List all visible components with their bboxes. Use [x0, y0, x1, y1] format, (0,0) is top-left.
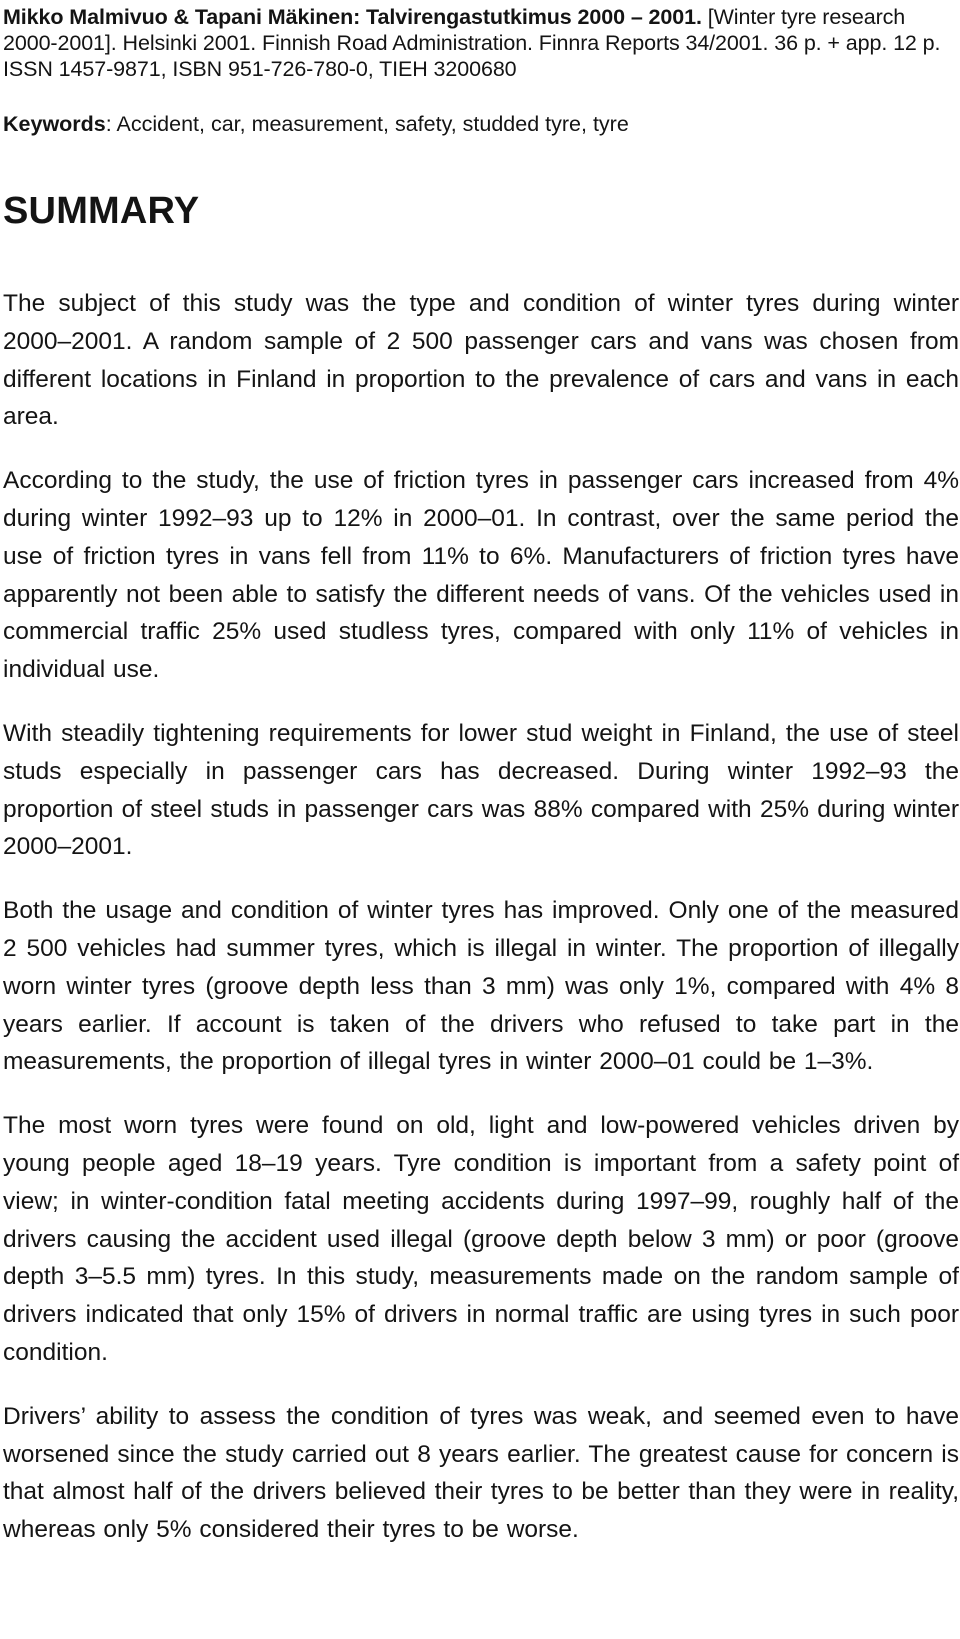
keywords-label: Keywords	[3, 112, 106, 136]
bibliographic-citation	[3, 0, 959, 82]
keywords-line	[3, 111, 959, 137]
summary-heading: SUMMARY	[3, 190, 200, 232]
summary-body	[3, 285, 959, 1549]
summary-paragraph-3: With steadily tightening requirements for lower stud weight in Finland, the use of steel studs especially in passenger cars has decreased. During winter 1992–93 the proportion of steel studs in passenger cars was 88% compared with 25% during winter 2000–2001.	[3, 719, 959, 861]
citation-authors-title: Mikko Malmivuo & Tapani Mäkinen: Talvirengastutkimus 2000 – 2001.	[3, 5, 702, 29]
keywords-text: Accident, car, measurement, safety, studded tyre, tyre	[116, 112, 629, 136]
keywords-separator: :	[105, 112, 117, 136]
summary-paragraph-6: Drivers’ ability to assess the condition of tyres was weak, and seemed even to have worsened since the study carried out 8 years earlier. The greatest cause for concern is that almost half of the drivers believed their tyres to be better than they were in reality, whereas only 5% considered their tyres to be worse.	[3, 1402, 959, 1544]
summary-paragraph-5: The most worn tyres were found on old, light and low-powered vehicles driven by young people aged 18–19 years. Tyre condition is important from a safety point of view; in winter-condition fatal meeting accidents during 1997–99, roughly half of the drivers causing the accident used illegal (groove depth below 3 mm) or poor (groove depth 3–5.5 mm) tyres. In this study, measurements made on the random sample of drivers indicated that only 15% of drivers in normal traffic are using tyres in such poor condition.	[3, 1112, 959, 1366]
summary-paragraph-1: The subject of this study was the type and condition of winter tyres during winter 2000–2001. A random sample of 2 500 passenger cars and vans was chosen from different locations in Finland in proportion to the prevalence of cars and vans in each area.	[3, 290, 959, 431]
citation-details: [Winter tyre research 2000-2001]. Helsinki 2001. Finnish Road Administration. Finnra Reports 34/2001. 36 p. + app. 12 p. ISSN 1457-9871, ISBN 951-726-780-0, TIEH 3200680	[3, 5, 941, 81]
summary-paragraph-4: Both the usage and condition of winter tyres has improved. Only one of the measured 2 500 vehicles had summer tyres, which is illegal in winter. The proportion of illegally worn winter tyres (groove depth less than 3 mm) was only 1%, compared with 4% 8 years earlier. If account is taken of the drivers who refused to take part in the measurements, the proportion of illegal tyres in winter 2000–01 could be 1–3%.	[3, 897, 959, 1076]
summary-paragraph-2: According to the study, the use of friction tyres in passenger cars increased from 4% during winter 1992–93 up to 12% in 2000–01. In contrast, over the same period the use of friction tyres in vans fell from 11% to 6%. Manufacturers of friction tyres have apparently not been able to satisfy the different needs of vans. Of the vehicles used in commercial traffic 25% used studless tyres, compared with only 11% of vehicles in individual use.	[3, 467, 959, 684]
document-page	[3, 0, 959, 1575]
